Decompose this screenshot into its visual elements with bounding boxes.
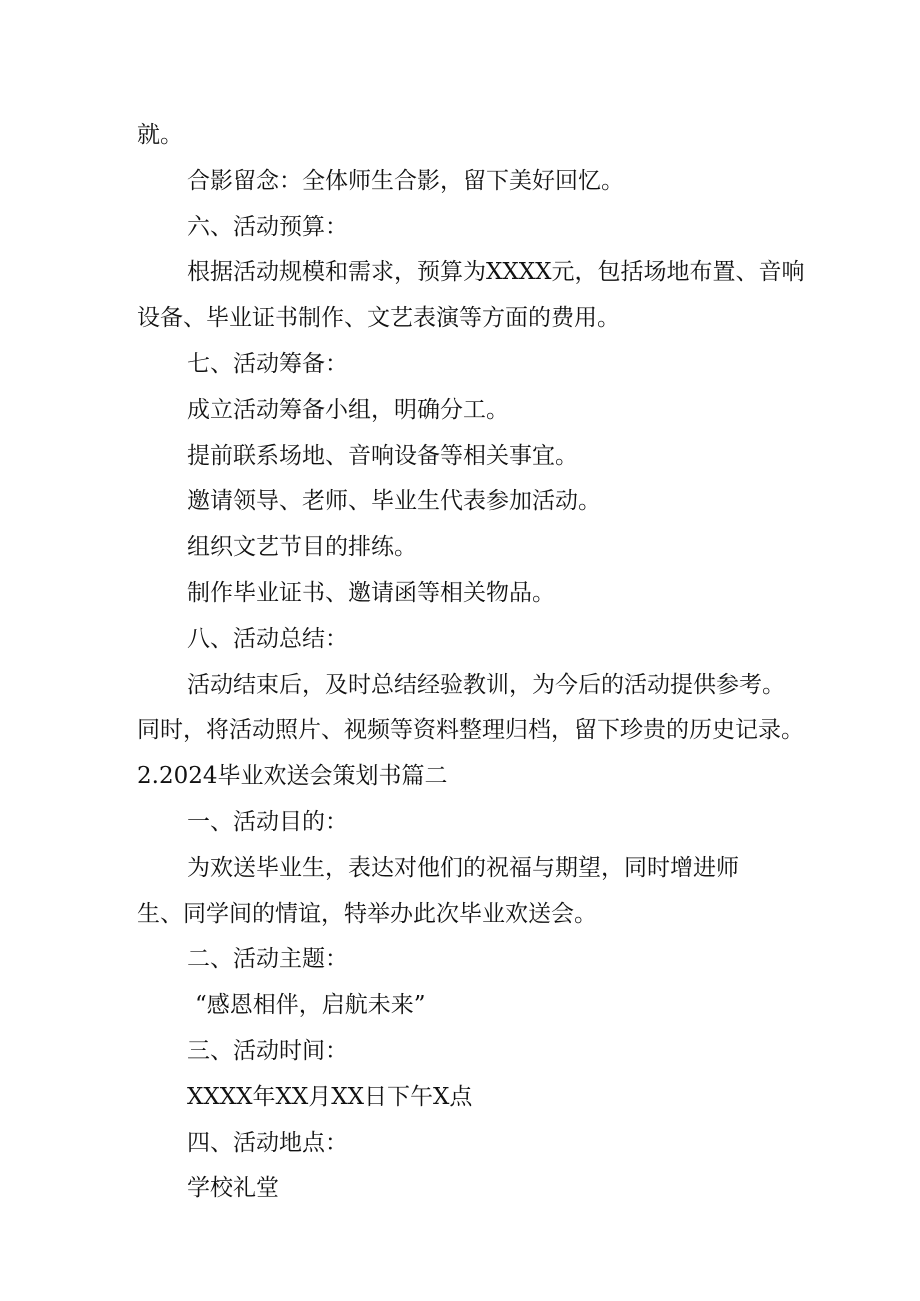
text-line-location: 学校礼堂 [187,1175,279,1202]
text-line-time: XXXX年XX月XX日下午X点 [187,1083,473,1110]
section-heading-time: 三、活动时间： [187,1037,348,1064]
section-heading-theme: 二、活动主题： [187,946,348,973]
text-line-summary-1: 活动结束后，及时总结经验教训，为今后的活动提供参考。 [187,671,785,698]
section-heading-budget: 六、活动预算： [187,213,348,240]
text-line-continuation: 就。 [137,122,183,148]
section-heading-summary: 八、活动总结： [187,625,348,652]
section-heading-location: 四、活动地点： [187,1129,348,1156]
text-line-budget-2: 设备、毕业证书制作、文艺表演等方面的费用。 [137,305,620,332]
text-line-budget-1: 根据活动规模和需求，预算为XXXX元，包括场地布置、音响 [187,259,805,286]
text-line-prep-1: 成立活动筹备小组，明确分工。 [187,396,509,423]
text-line-prep-2: 提前联系场地、音响设备等相关事宜。 [187,442,578,469]
text-line-group-photo: 合影留念：全体师生合影，留下美好回忆。 [187,167,624,194]
document-title-part-two: 2.2024毕业欢送会策划书篇二 [137,763,448,790]
document-body [137,113,805,1212]
text-line-prep-4: 组织文艺节目的排练。 [187,534,417,561]
text-line-purpose-1: 为欢送毕业生，表达对他们的祝福与期望，同时增进师 [187,854,739,881]
section-heading-purpose: 一、活动目的： [187,808,348,835]
text-line-theme: “感恩相伴，启航未来” [195,992,426,1019]
section-heading-preparation: 七、活动筹备： [187,350,348,377]
text-line-prep-5: 制作毕业证书、邀请函等相关物品。 [187,579,555,606]
text-line-prep-3: 邀请领导、老师、毕业生代表参加活动。 [187,488,601,515]
text-line-summary-2: 同时，将活动照片、视频等资料整理归档，留下珍贵的历史记录。 [137,717,804,744]
text-line-purpose-2: 生、同学间的情谊，特举办此次毕业欢送会。 [137,900,597,927]
